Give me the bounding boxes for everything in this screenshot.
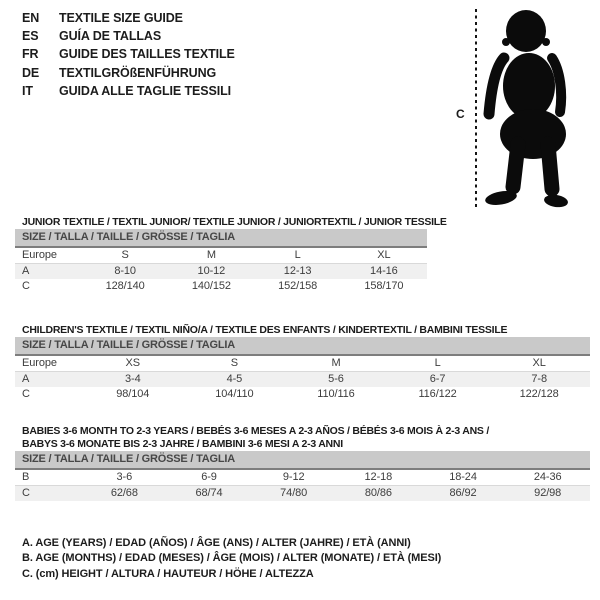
height-dashed-line: [475, 9, 477, 208]
size-cell: 158/170: [364, 280, 404, 292]
table-title: BABYS 3-6 MONATE BIS 2-3 JAHRE / BAMBINI 3-6 MESI A 2-3 ANNI: [22, 438, 343, 450]
size-cell: 4-5: [226, 373, 243, 385]
language-code: EN: [22, 11, 40, 25]
table-row: [15, 372, 590, 387]
row-label: A: [22, 265, 30, 277]
size-cell: XS: [125, 357, 141, 369]
size-cell: S: [230, 357, 239, 369]
size-cell: 62/68: [110, 487, 138, 499]
table-row: [15, 470, 590, 486]
table-row: [15, 264, 427, 279]
size-cell: 12-18: [364, 471, 393, 483]
language-code: ES: [22, 29, 39, 44]
legend-note: B. AGE (MONTHS) / EDAD (MESES) / ÂGE (MOIS) / ALTER (MONATE) / ETÀ (MESI): [22, 552, 442, 565]
size-cell: 152/158: [278, 280, 318, 292]
size-cell: 3-6: [116, 471, 133, 483]
language-code: IT: [22, 83, 33, 98]
size-cell: 14-16: [370, 265, 398, 277]
language-code: DE: [22, 65, 40, 80]
size-cell: M: [331, 357, 341, 369]
language-row: [22, 9, 235, 27]
size-cell: S: [121, 249, 129, 261]
language-title: GUIDE DES TAILLES TEXTILE: [59, 47, 235, 62]
size-cell: 24-36: [533, 471, 562, 483]
table-row: [15, 248, 427, 264]
row-label: Europe: [22, 249, 57, 261]
toddler-silhouette-icon: [482, 8, 572, 208]
table-title: JUNIOR TEXTILE / TEXTIL JUNIOR/ TEXTILE JUNIOR / JUNIORTEXTIL / JUNIOR TESSILE: [22, 216, 447, 228]
legend-notes: [22, 536, 441, 582]
row-label: C: [22, 487, 30, 499]
size-cell: 98/104: [116, 388, 150, 400]
size-cell: 5-6: [328, 373, 344, 385]
size-cell: 18-24: [449, 471, 477, 483]
size-cell: XL: [377, 249, 391, 261]
size-cell: 104/110: [215, 388, 254, 400]
size-cell: 6-9: [201, 471, 217, 483]
size-cell: 10-12: [197, 265, 226, 277]
language-title: GUÍA DE TALLAS: [59, 29, 162, 44]
size-cell: M: [206, 249, 216, 261]
language-row: [22, 27, 235, 45]
size-cell: 92/98: [534, 487, 562, 499]
language-code: FR: [22, 47, 39, 62]
language-row: [22, 64, 235, 82]
language-title: TEXTILGRÖßENFÜHRUNG: [59, 65, 217, 80]
size-cell: 12-13: [283, 265, 312, 277]
size-cell: 116/122: [418, 388, 457, 400]
size-cell: 8-10: [114, 265, 136, 277]
size-header-bar: SIZE / TALLA / TAILLE / GRÖSSE / TAGLIA: [15, 451, 590, 470]
language-list: [22, 9, 235, 100]
size-cell: 7-8: [531, 373, 547, 385]
size-cell: 68/74: [195, 487, 223, 499]
table-row: [15, 279, 427, 294]
size-cell: 86/92: [449, 487, 477, 499]
row-label: B: [22, 471, 30, 483]
language-title: TEXTILE SIZE GUIDE: [59, 11, 183, 25]
table-title: CHILDREN'S TEXTILE / TEXTIL NIÑO/A / TEXTILE DES ENFANTS / KINDERTEXTIL / BAMBINI TESSILE: [22, 324, 508, 336]
language-title: GUIDA ALLE TAGLIE TESSILI: [59, 83, 232, 98]
size-cell: 128/140: [105, 280, 145, 292]
size-cell: 6-7: [429, 373, 446, 385]
row-label: Europe: [22, 357, 57, 369]
table-row: [15, 356, 590, 372]
size-header-bar: SIZE / TALLA / TAILLE / GRÖSSE / TAGLIA: [15, 229, 427, 248]
size-cell: 110/116: [317, 388, 355, 400]
table-row: [15, 387, 590, 402]
size-cell: L: [294, 249, 301, 261]
table-row: [15, 486, 590, 501]
language-row: [22, 82, 235, 100]
size-cell: 3-4: [124, 373, 141, 385]
size-cell: 80/86: [364, 487, 392, 499]
size-cell: XL: [532, 357, 546, 369]
size-cell: L: [434, 357, 441, 369]
table-title: BABIES 3-6 MONTH TO 2-3 YEARS / BEBÉS 3-6 MESES A 2-3 AÑOS / BÉBÉS 3-6 MOIS À 2-3 ANS /: [22, 425, 490, 437]
row-label: C: [22, 280, 30, 292]
size-cell: 74/80: [280, 487, 308, 499]
size-header-bar: SIZE / TALLA / TAILLE / GRÖSSE / TAGLIA: [15, 337, 590, 356]
size-table-junior: [15, 216, 447, 294]
language-row: [22, 45, 235, 63]
size-table-babies: [15, 425, 590, 501]
row-label: A: [22, 373, 30, 385]
height-measure-label: C: [456, 107, 465, 121]
size-cell: 9-12: [282, 471, 305, 483]
size-cell: 122/128: [519, 388, 559, 400]
size-cell: 140/152: [191, 280, 231, 292]
legend-note: A. AGE (YEARS) / EDAD (AÑOS) / ÂGE (ANS) / ALTER (JAHRE) / ETÀ (ANNI): [22, 537, 411, 549]
legend-note: C. (cm) HEIGHT / ALTURA / HAUTEUR / HÖHE / ALTEZZA: [22, 567, 314, 580]
row-label: C: [22, 388, 30, 400]
size-table-children: [15, 324, 590, 402]
